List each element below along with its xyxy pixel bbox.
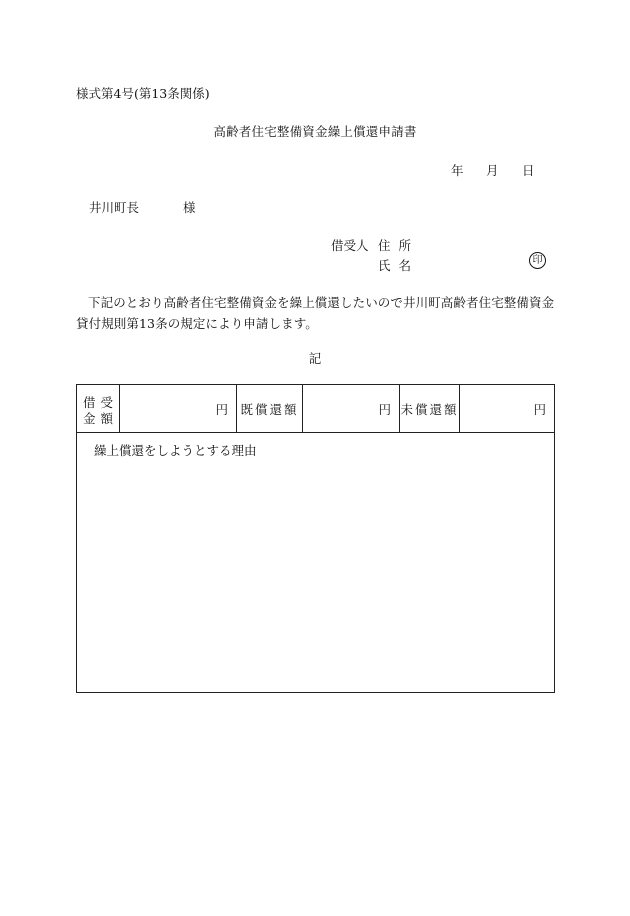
date-year-label: 年 <box>451 163 464 178</box>
repaid-amount-field[interactable] <box>303 385 400 432</box>
document-title: 高齢者住宅整備資金繰上償還申請書 <box>213 124 417 139</box>
form-number: 様式第4号(第13条関係) <box>76 86 210 101</box>
unpaid-amount-label-cell <box>400 385 460 432</box>
unpaid-amount-field[interactable] <box>460 385 554 432</box>
unpaid-amount-label: 未償還額 <box>400 402 459 417</box>
amount-row <box>77 385 554 433</box>
record-table <box>76 384 555 693</box>
borrower-label: 借受人 <box>331 238 369 253</box>
date-day-label: 日 <box>522 163 535 178</box>
loan-amount-label-line2: 金額 <box>82 411 118 426</box>
application-statement: 下記のとおり高齢者住宅整備資金を繰上償還したいので井川町高齢者住宅整備資金貸付規則第13条の規定により申請します。 <box>76 295 555 331</box>
repaid-amount-yen: 円 <box>378 402 391 417</box>
seal-mark: 印 <box>529 252 546 269</box>
name-label: 氏名 <box>378 258 420 273</box>
address-label: 住所 <box>378 238 420 253</box>
loan-amount-yen: 円 <box>215 402 228 417</box>
addressee-name: 井川町長 <box>89 200 140 215</box>
repaid-amount-label-cell <box>237 385 303 432</box>
repaid-amount-label: 既償還額 <box>240 402 299 417</box>
reason-label: 繰上償還をしようとする理由 <box>94 443 257 458</box>
addressee-suffix: 様 <box>183 200 196 215</box>
loan-amount-label-line1: 借受 <box>82 395 118 410</box>
record-heading: 記 <box>308 351 322 366</box>
unpaid-amount-yen: 円 <box>533 402 546 417</box>
loan-amount-label-cell <box>77 385 120 432</box>
loan-amount-field[interactable] <box>120 385 237 432</box>
date-month-label: 月 <box>486 163 499 178</box>
